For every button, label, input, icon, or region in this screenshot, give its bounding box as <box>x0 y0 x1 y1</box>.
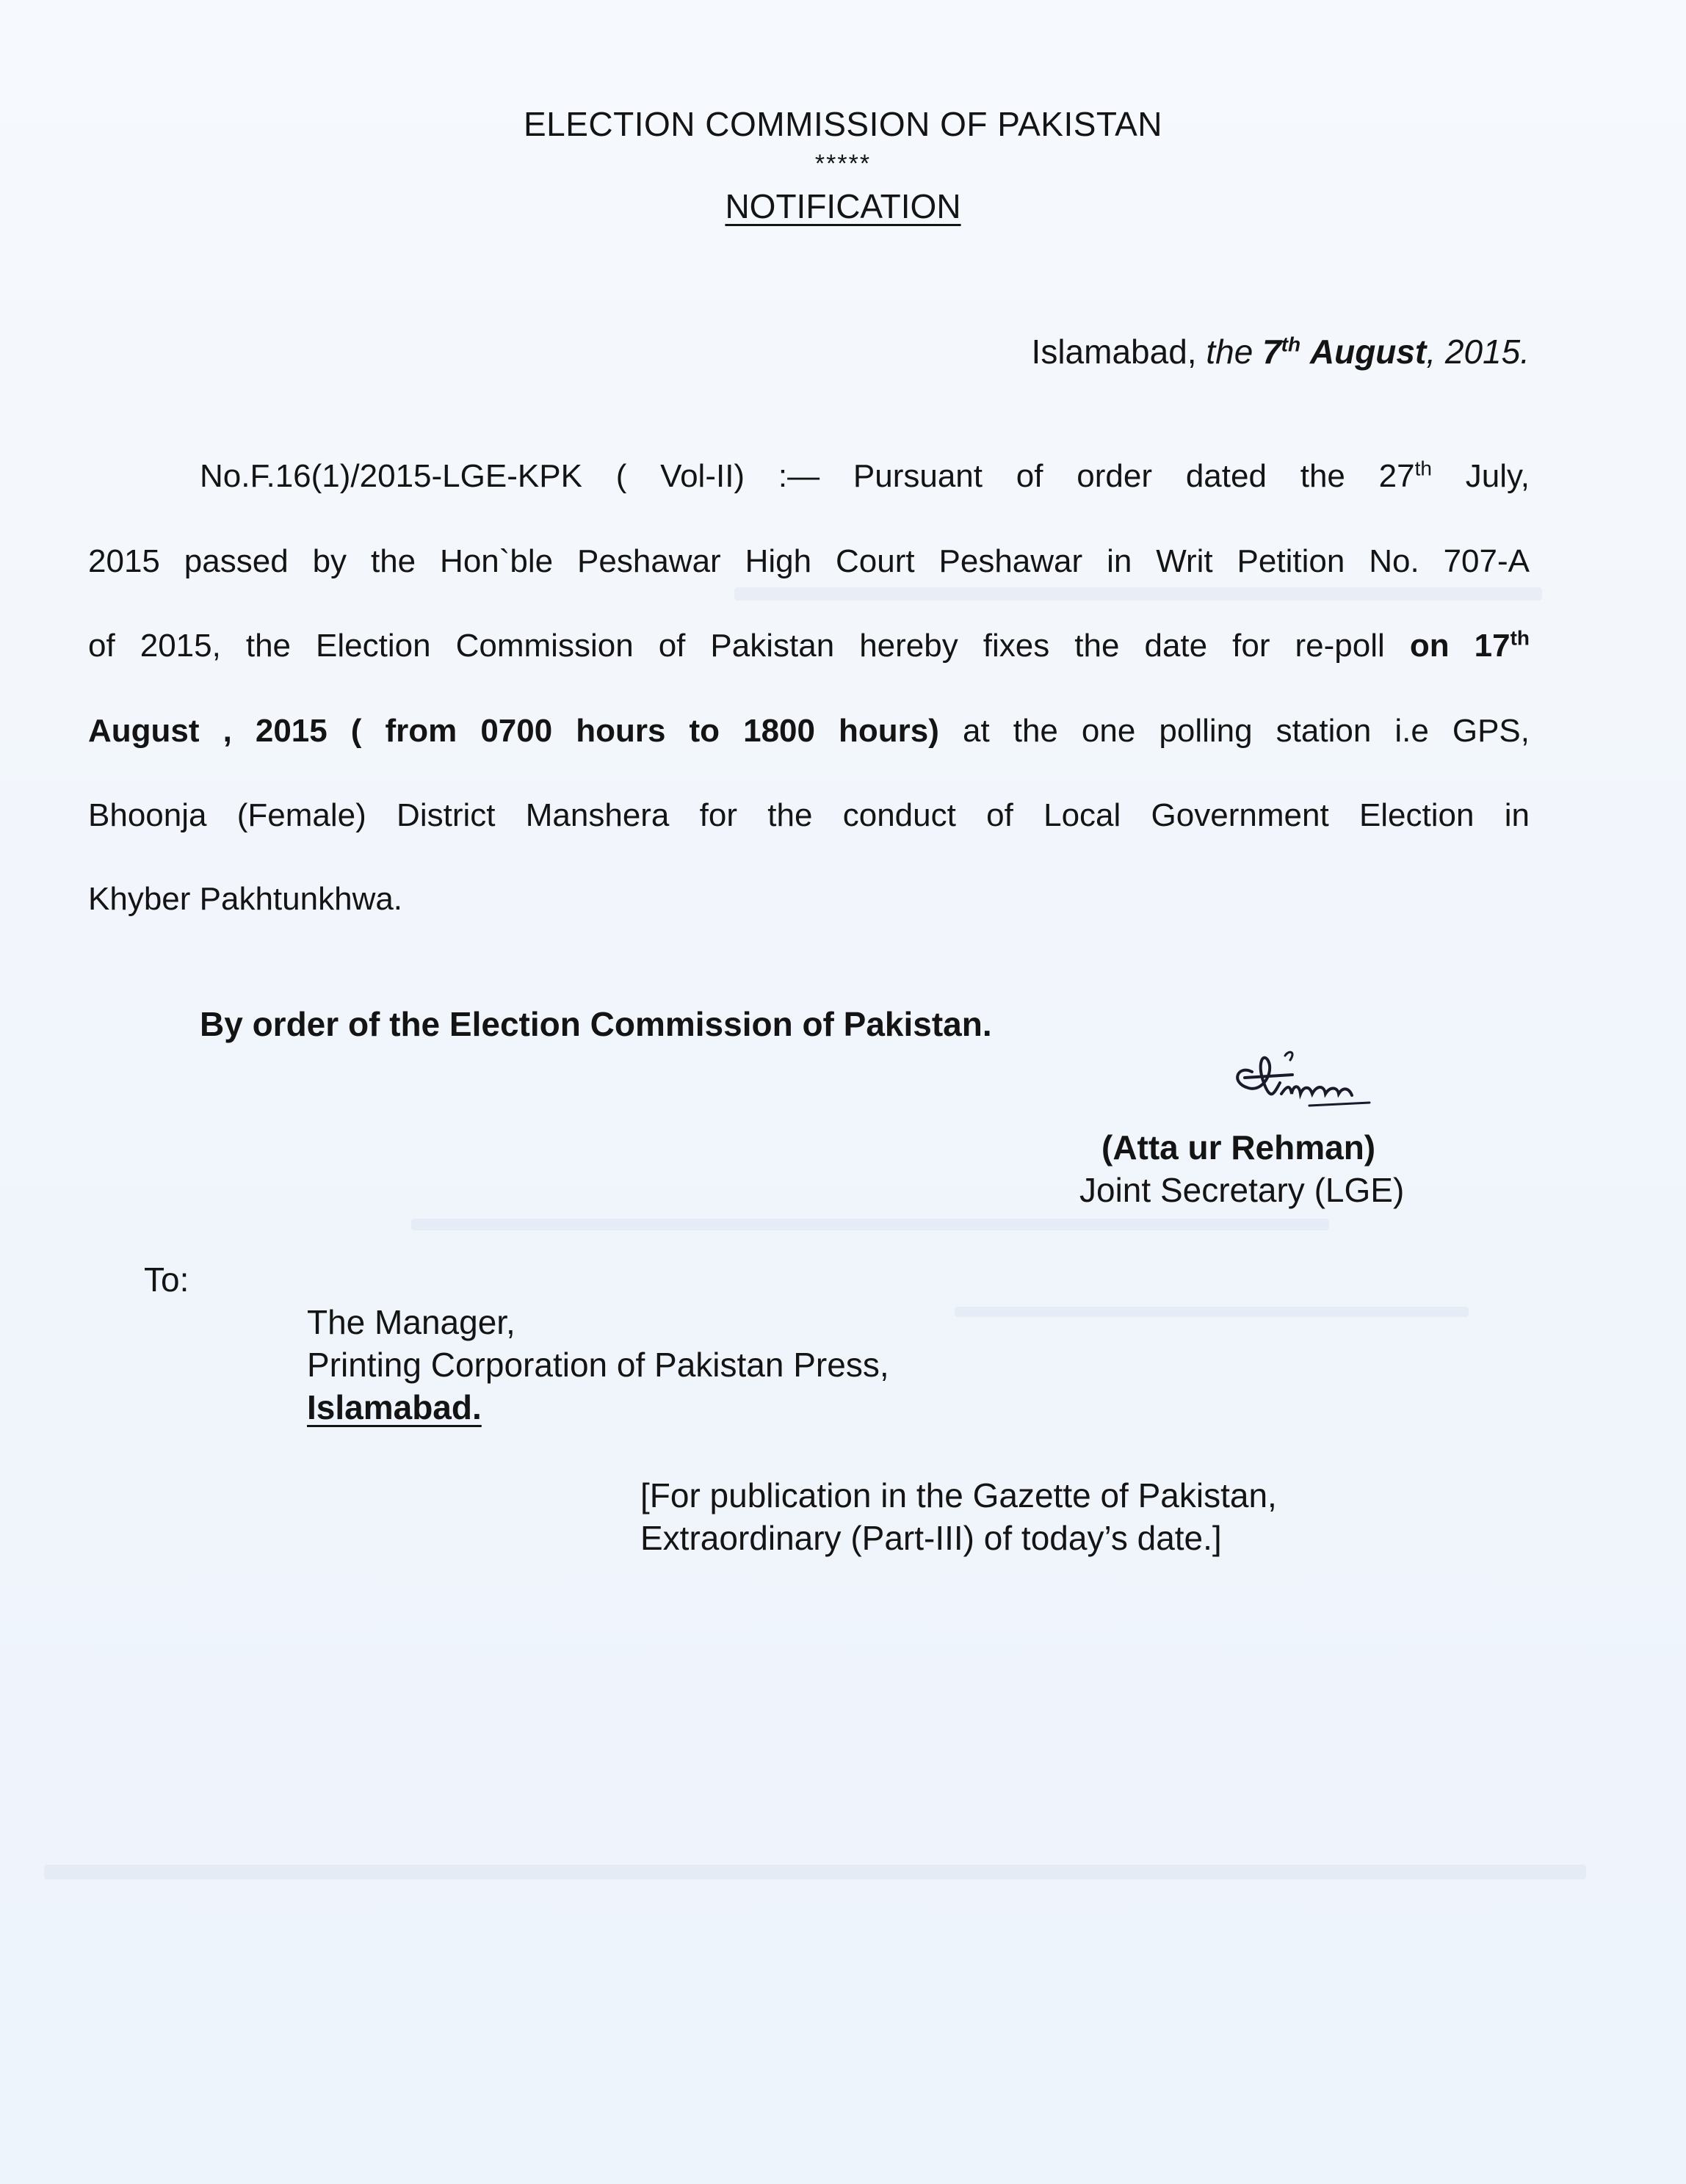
show-through-mark <box>44 1865 1586 1879</box>
recipient-city: Islamabad. <box>307 1388 482 1426</box>
body-text: at the one polling station i.e GPS, <box>938 713 1530 749</box>
body-paragraph-line <box>88 713 1530 750</box>
signatory-name: (Atta ur Rehman) <box>1101 1128 1376 1167</box>
dateline-day: 7 <box>1262 333 1281 371</box>
dateline-year: , 2015. <box>1426 333 1530 371</box>
document-subtitle: NOTIFICATION <box>725 187 961 225</box>
body-paragraph-line <box>200 458 1530 495</box>
body-paragraph-line: Khyber Pakhtunkhwa. <box>88 881 403 917</box>
superscript: th <box>1510 626 1530 650</box>
publication-note-line: Extraordinary (Part-III) of today’s date.] <box>640 1519 1222 1557</box>
closing-line: By order of the Election Commission of Pakistan. <box>200 1005 992 1043</box>
dateline-the: the <box>1206 333 1253 371</box>
body-text: of 2015, the Election Commission of Pakistan hereby fixes the date for re-poll <box>88 628 1410 664</box>
body-paragraph-line <box>88 628 1530 664</box>
body-paragraph-line: Bhoonja (Female) District Manshera for the conduct of Local Government Election in <box>88 797 1530 833</box>
signature-image <box>1223 1042 1392 1123</box>
show-through-mark <box>955 1307 1469 1317</box>
body-bold-text: August , 2015 ( from 0700 hours to 1800 hours) <box>88 713 939 749</box>
body-text: No.F.16(1)/2015-LGE-KPK ( Vol-II) :— Pursuant of order dated the 27 <box>200 458 1415 494</box>
publication-note-line: [For publication in the Gazette of Pakistan, <box>640 1476 1277 1514</box>
show-through-mark <box>411 1219 1329 1230</box>
show-through-mark <box>734 587 1542 601</box>
dateline-day-suffix: th <box>1281 333 1301 356</box>
body-paragraph-line: 2015 passed by the Hon`ble Peshawar High Court Peshawar in Writ Petition No. 707-A <box>88 543 1530 579</box>
signatory-title: Joint Secretary (LGE) <box>1079 1171 1405 1209</box>
dateline-month: August <box>1309 333 1427 371</box>
title-separator: ***** <box>814 150 872 178</box>
body-text: July, <box>1431 458 1530 494</box>
recipient-line: Printing Corporation of Pakistan Press, <box>307 1346 889 1384</box>
body-bold-text: on 17 <box>1409 628 1510 664</box>
superscript: th <box>1414 457 1432 480</box>
dateline-place: Islamabad, <box>1031 333 1197 371</box>
dateline <box>1032 332 1530 371</box>
recipient-label: To: <box>144 1260 189 1299</box>
page-title: ELECTION COMMISSION OF PAKISTAN <box>523 105 1162 143</box>
recipient-line: The Manager, <box>307 1303 515 1341</box>
